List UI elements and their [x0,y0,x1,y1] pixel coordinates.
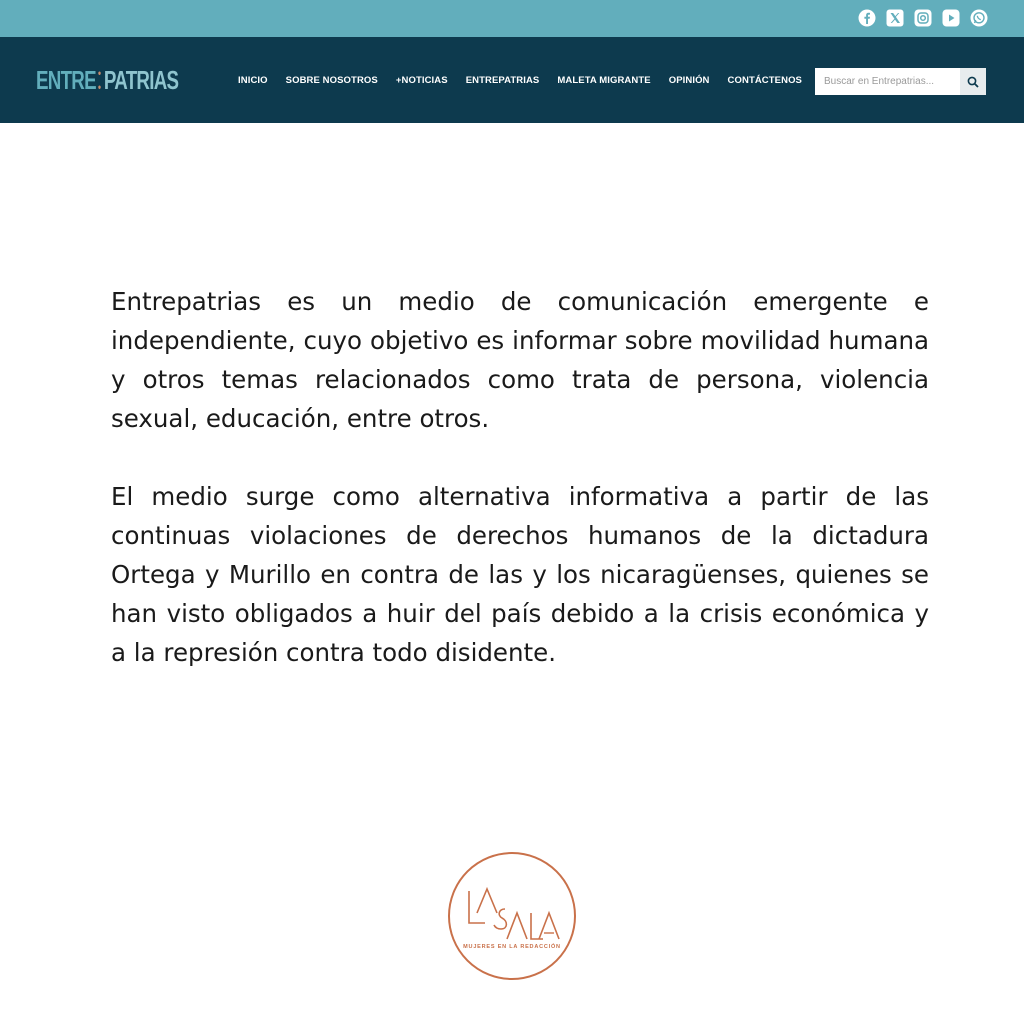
main-menu [238,75,802,86]
top-bar [0,0,1024,37]
search-box [815,68,986,95]
nav-maleta-migrante[interactable]: MALETA MIGRANTE [557,75,651,86]
facebook-icon[interactable] [857,8,876,27]
youtube-icon[interactable] [941,8,960,27]
nav-contactenos[interactable]: CONTÁCTENOS [727,75,802,86]
search-input[interactable] [815,68,960,95]
paragraph-intro: Entrepatrias es un medio de comunicación emergente e independiente, cuyo objetivo es informar sobre movilidad humana y otros temas relacionados como trata de persona, violencia sexual, educación, entre otros. [111,287,929,433]
search-icon [967,76,979,88]
instagram-icon[interactable] [913,8,932,27]
nav-inicio[interactable]: INICIO [238,75,268,86]
entrepatrias-logo[interactable] [36,64,179,95]
paragraph-origin: El medio surge como alternativa informativa a partir de las continuas violaciones de derechos humanos de la dictadura Ortega y Murillo en contra de las y los nicaragüenses, quienes se han visto obligados a huir del país debido a la crisis económica y a la represión contra todo disidente. [111,482,929,667]
social-links [857,8,988,27]
nav-entrepatrias[interactable]: ENTREPATRIAS [465,75,540,86]
logo-divider: • • [98,66,102,94]
nav-noticias[interactable]: +NOTICIAS [395,75,448,86]
logo-right-text: PATRIAS [103,64,179,95]
logo-left-text: ENTRE [36,64,96,95]
search-button[interactable] [960,68,986,95]
whatsapp-icon[interactable] [969,8,988,27]
about-text [111,282,929,711]
main-navbar [0,37,1024,123]
la-sala-logo [447,851,577,981]
nav-sobre-nosotros[interactable]: SOBRE NOSOTROS [285,75,378,86]
x-icon[interactable] [885,8,904,27]
la-sala-subtitle: MUJERES EN LA REDACCIÓN [463,944,561,950]
nav-opinion[interactable]: OPINIÓN [668,75,710,86]
